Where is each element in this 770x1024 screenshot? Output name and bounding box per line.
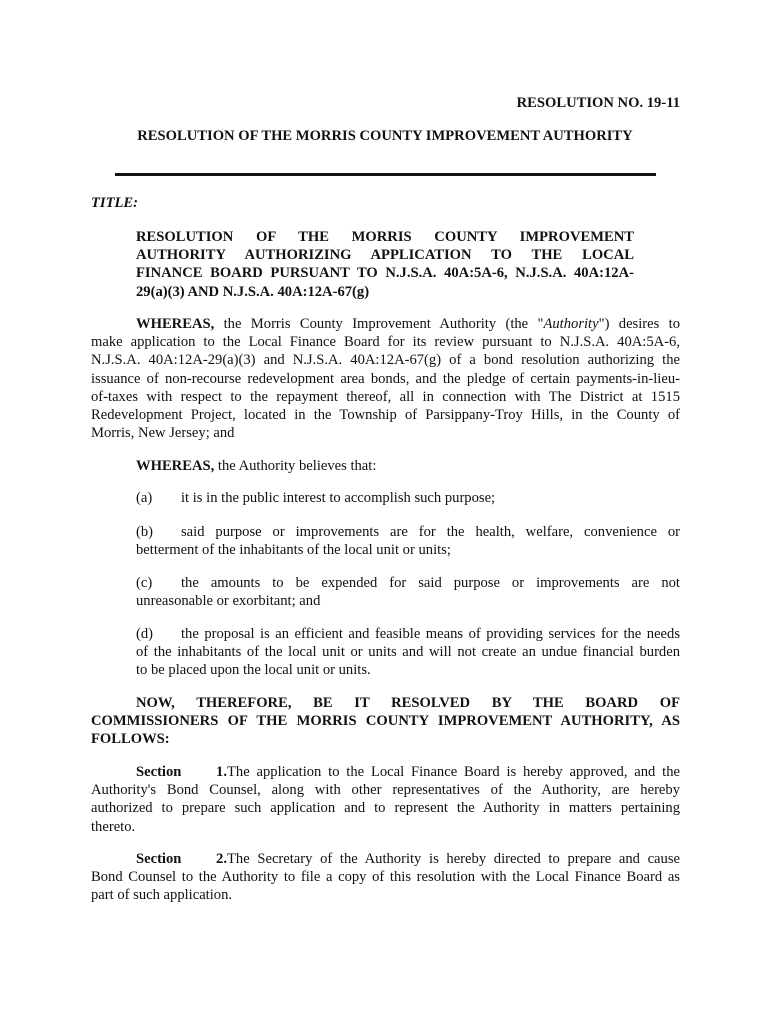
list-item-b — [136, 523, 680, 559]
list-item-line — [136, 523, 680, 541]
resolved-clause — [91, 694, 680, 749]
list-item-line — [136, 625, 680, 643]
section-line: authorized to prepare such application and to represent the Authority in matters pertaining — [91, 800, 680, 817]
list-item-label: (c) — [136, 575, 153, 591]
whereas-line: Redevelopment Project, located in the Township of Parsippany-Troy Hills, in the County of — [91, 406, 680, 423]
section-line: Bond Counsel to the Authority to file a copy of this resolution with the Local Finance Board as — [91, 869, 680, 886]
authority-defined-term: Authority — [543, 316, 599, 332]
whereas-first-line — [91, 315, 680, 333]
list-item-line: of the inhabitants of the local unit or units and will not create an undue financial burden — [136, 644, 680, 661]
whereas-lead: WHEREAS, — [136, 316, 215, 332]
section-line: part of such application. — [91, 887, 233, 904]
list-item-label: (d) — [136, 626, 154, 642]
list-item-text: the proposal is an efficient and feasible means of providing services for the needs — [181, 626, 680, 642]
title-line: 29(a)(3) AND N.J.S.A. 40A:12A-67(g) — [136, 283, 370, 300]
title-line: RESOLUTION OF THE MORRIS COUNTY IMPROVEMENT — [136, 229, 634, 245]
title-block — [136, 228, 634, 301]
whereas-line: make application to the Local Finance Board for its review pursuant to N.J.S.A. 40A:5A-6, — [91, 334, 680, 351]
section-line: Authority's Bond Counsel, along with other representatives of the Authority, are hereby — [91, 782, 680, 799]
whereas-text: the Morris County Improvement Authority (the " — [223, 316, 544, 332]
section-text: The application to the Local Finance Board is hereby approved, and the — [227, 764, 680, 780]
section-line: thereto. — [91, 818, 136, 835]
section-text: The Secretary of the Authority is hereby directed to prepare and cause — [227, 851, 680, 867]
whereas-text: the Authority believes that: — [217, 458, 377, 474]
whereas-line: of-taxes with respect to the repayment thereof, all in connection with The District at 1515 — [91, 388, 680, 405]
title-label: TITLE: — [91, 195, 139, 211]
whereas-line: issuance of non-recourse redevelopment area bonds, and the pledge of certain payments-in-lieu- — [91, 370, 680, 387]
list-item-line — [136, 574, 680, 592]
resolution-number: RESOLUTION NO. 19-11 — [516, 95, 680, 111]
title-line: AUTHORITY AUTHORIZING APPLICATION TO THE LOCAL — [136, 247, 634, 264]
section-2 — [91, 850, 680, 905]
section-first-line — [91, 763, 680, 781]
list-item-label: (b) — [136, 524, 154, 540]
list-item-label: (a) — [136, 490, 153, 506]
section-label: Section 2. — [136, 851, 227, 867]
list-item-a — [136, 489, 680, 507]
title-line: FINANCE BOARD PURSUANT TO N.J.S.A. 40A:5A-6, N.J.S.A. 40A:12A- — [136, 265, 634, 282]
resolved-line: FOLLOWS: — [91, 731, 170, 748]
whereas-paragraph-1 — [91, 315, 680, 442]
list-item-d — [136, 625, 680, 680]
resolved-line: COMMISSIONERS OF THE MORRIS COUNTY IMPROVEMENT AUTHORITY, AS — [91, 713, 680, 730]
section-label: Section 1. — [136, 764, 227, 780]
whereas-line: N.J.S.A. 40A:12A-29(a)(3) and N.J.S.A. 40A:12A-67(g) of a bond resolution authorizing the — [91, 352, 680, 369]
list-item-line: betterment of the inhabitants of the local unit or units; — [136, 542, 451, 559]
resolved-line: NOW, THEREFORE, BE IT RESOLVED BY THE BOARD OF — [136, 695, 680, 711]
whereas-paragraph-2 — [136, 457, 376, 475]
whereas-lead: WHEREAS, — [136, 458, 215, 474]
whereas-line: Morris, New Jersey; and — [91, 425, 235, 442]
resolution-heading: RESOLUTION OF THE MORRIS COUNTY IMPROVEMENT AUTHORITY — [137, 128, 633, 144]
list-item-line — [136, 489, 680, 507]
whereas-text-tail: ") desires to — [598, 316, 680, 332]
heading-divider — [115, 173, 656, 176]
list-item-line: unreasonable or exorbitant; and — [136, 593, 321, 610]
list-item-text: said purpose or improvements are for the health, welfare, convenience or — [181, 524, 680, 540]
list-item-text: the amounts to be expended for said purpose or improvements are not — [181, 575, 680, 591]
list-item-line: to be placed upon the local unit or units. — [136, 662, 371, 679]
section-1 — [91, 763, 680, 836]
section-first-line — [91, 850, 680, 868]
list-item-text: it is in the public interest to accomplish such purpose; — [181, 490, 496, 506]
list-item-c — [136, 574, 680, 610]
